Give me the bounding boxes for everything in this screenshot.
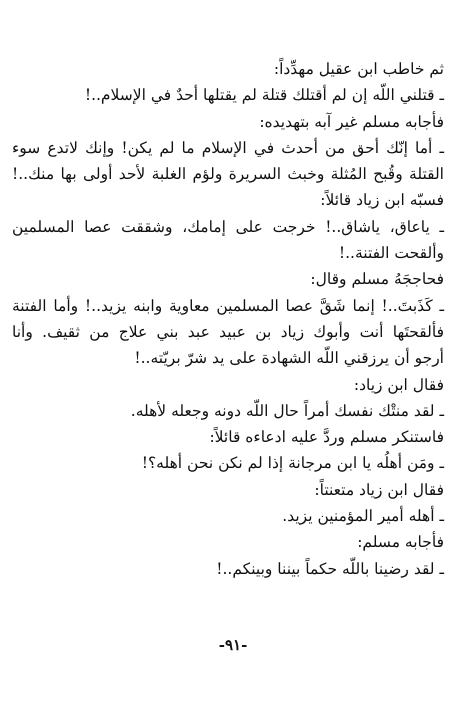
text-line: فأجابه مسلم: [357,533,444,552]
text-line: أرجو أن يرزقني اللّه الشهادة على يد شرّ بريّته..! [134,349,444,368]
text-line: ـ كَذَبتَ..! إنما شَقَّ عصا المسلمين معاوية وابنه يزيد..! وأما الفتنة [12,296,444,315]
text-line: فأجابه مسلم غير آبه بتهديده: [259,112,444,131]
text-line: فحاججَهُ مسلم وقال: [310,270,444,289]
text-line: ـ ياعاق، ياشاق..! خرجت على إمامك، وشققت عصا المسلمين [12,217,444,236]
text-line: فاستنكر مسلم وردَّ عليه ادعاءه قائلاً: [209,428,444,447]
page-body-text [12,56,444,582]
text-line: ـ لقد منتْك نفسك أمراً حال اللّه دونه وجعله لأهله. [130,401,444,420]
text-line: فقال ابن زياد: [353,375,444,394]
text-line: ـ قتلني اللّه إن لم أقتلك قتلة لم يقتلها أحدٌ في الإسلام..! [84,86,444,105]
text-line: ـ ومَن أهلُه يا ابن مرجانة إذا لم نكن نحن أهله؟! [141,454,444,473]
text-line: ـ لقد رضينا باللّه حكماً بيننا وبينكم..! [216,559,444,578]
text-line: فقال ابن زياد متعنتاً: [314,480,444,499]
text-line: ثم خاطب ابن عقيل مهدِّداً: [273,60,444,78]
text-line: ـ أهله أمير المؤمنين يزيد. [282,507,444,526]
text-line: فسبّه ابن زياد قائلاً: [320,191,444,210]
text-line: وألقحت الفتنة..! [338,244,444,263]
text-line: ـ أما إنّك أحق من أحدث في الإسلام ما لم يكن! وإنك لاتدع سوء [12,138,444,157]
page-number: -٩١- [218,636,248,654]
text-line: القتلة وقُبح المُثلة وخبث السريرة ولؤم الغلبة لأحد أولى بها منك..! [12,165,444,184]
text-line: فألقحتَها أنت وأبوك زياد بن عبيد عبد بني علاج من ثقيف. وأنا [12,322,444,341]
